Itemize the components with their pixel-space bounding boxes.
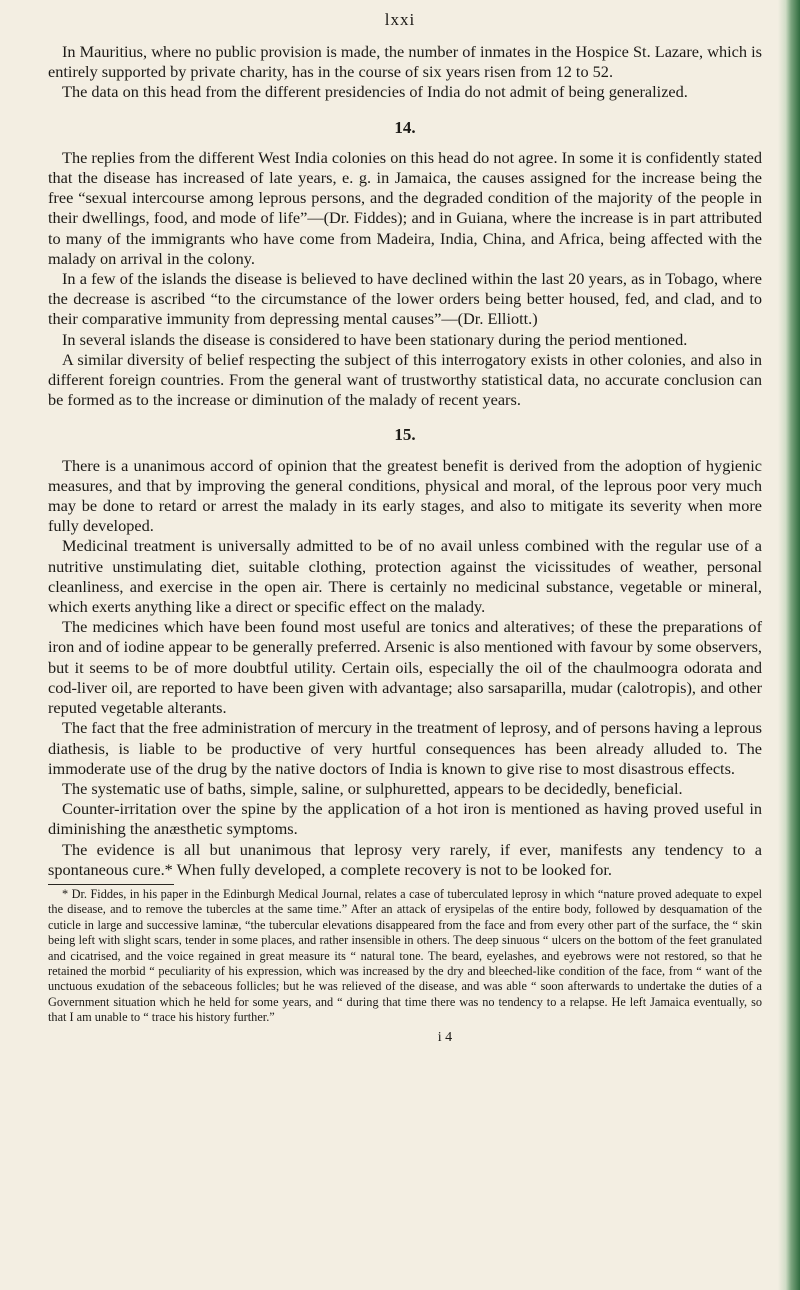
section-number-15: 15. — [394, 425, 416, 445]
paragraph: The medicines which have been found most useful are tonics and alteratives; of these the preparations of iron and of iodine appear to be generally preferred. Arsenic is also mentioned with favour by some observers, but it seems to be of more doubtful utility. Certain oils, especially the oil of the chaulmoogra odorata and cod-liver oil, are reported to have been given with advantage; also sarsaparilla, mudar (calotropis), and other reputed vegetable alterants. — [48, 617, 762, 718]
paragraph: The fact that the free administration of mercury in the treatment of leprosy, and of persons having a leprous diathesis, is liable to be productive of very hurtful consequences has been already alluded to. The immoderate use of the drug by the native doctors of India is known to give rise to most disastrous effects. — [48, 718, 762, 778]
paragraph: Medicinal treatment is universally admitted to be of no avail unless combined with the regular use of a nutritive unstimulating diet, suitable clothing, protection against the vicissitudes of weather, personal cleanliness, and exercise in the open air. There is certainly no medicinal substance, vegetable or mineral, which exerts anything like a direct or specific effect on the malady. — [48, 536, 762, 617]
page-edge — [778, 0, 800, 1290]
paragraph: A similar diversity of belief respecting the subject of this interrogatory exists in other colonies, and also in different foreign countries. From the general want of trustworthy statistical data, no accurate conclusion can be formed as to the increase or diminution of the malady of recent years. — [48, 349, 762, 410]
signature-mark: i 4 — [437, 1029, 453, 1045]
paragraph: In Mauritius, where no public provision is made, the number of inmates in the Hospice St. Lazare, which is entirely supported by private charity, has in the course of six years risen from 12 to 52. — [48, 42, 762, 82]
paragraph: There is a unanimous accord of opinion that the greatest benefit is derived from the adoption of hygienic measures, and that by improving the general conditions, physical and moral, of the leprous poor very much may be done to retard or arrest the malady in its early stages, and also to mitigate its severity when more fully developed. — [48, 455, 762, 536]
page-number: lxxi — [384, 10, 416, 29]
paragraph: Counter-irritation over the spine by the application of a hot iron is mentioned as having proved useful in diminishing the anæsthetic symptoms. — [48, 799, 762, 839]
section-number-14: 14. — [394, 117, 416, 137]
footnote-rule — [48, 884, 174, 885]
document-body — [48, 42, 762, 1048]
footnote-text: * Dr. Fiddes, in his paper in the Edinburgh Medical Journal, relates a case of tuberculated leprosy in which “nature proved adequate to expel the disease, and to remove the tubercles at the same time.” After an attack of erysipelas of the entire body, followed by desquamation of the cuticle in large and successive laminæ, “the tubercular elevations disappeared from the face and from every other part of the surface, the “ skin being left with slight scars, tender in some places, and rather insensible in others. The deep sinuous “ ulcers on the bottom of the feet granulated and cicatrised, and the voice regained in great measure its “ natural tone. The beard, eyelashes, and eyebrows were not restored, so that he retained the morbid “ peculiarity of his expression, which was increased by the dry and bleeched-like condition of the face, from “ want of the unctuous exudation of the sebaceous follicles; but he was relieved of the disease, and was able “ soon afterwards to undertake the duties of a Government situation which he held for some years, and “ during that time there was no tendency to a relapse. He left Jamaica eventually, so that I am unable to “ trace his history further.” — [48, 886, 762, 1025]
paragraph: In a few of the islands the disease is believed to have declined within the last 20 years, as in Tobago, where the decrease is ascribed “to the circumstance of the lower orders being better housed, fed, and clad, and to their comparative immunity from depressing mental causes”—(Dr. Elliott.) — [48, 269, 762, 329]
footnote — [48, 887, 762, 1026]
paragraph: In several islands the disease is considered to have been stationary during the period mentioned. — [62, 329, 688, 349]
paragraph: The systematic use of baths, simple, saline, or sulphuretted, appears to be decidedly, beneficial. — [62, 778, 683, 798]
paragraph: The replies from the different West India colonies on this head do not agree. In some it is confidently stated that the disease has increased of late years, e. g. in Jamaica, the causes assigned for the increase being the free “sexual intercourse among leprous persons, and the degraded condition of the majority of the people in their dwellings, food, and mode of life”—(Dr. Fiddes); and in Guiana, where the increase is in part attributed to many of the immigrants who have come from Madeira, India, China, and Africa, being affected with the malady on arrival in the colony. — [48, 147, 762, 268]
paragraph: The evidence is all but unanimous that leprosy very rarely, if ever, manifests any tendency to a spontaneous cure.* When fully developed, a complete recovery is not to be looked for. — [48, 839, 762, 879]
paragraph: The data on this head from the different presidencies of India do not admit of being generalized. — [62, 82, 688, 102]
